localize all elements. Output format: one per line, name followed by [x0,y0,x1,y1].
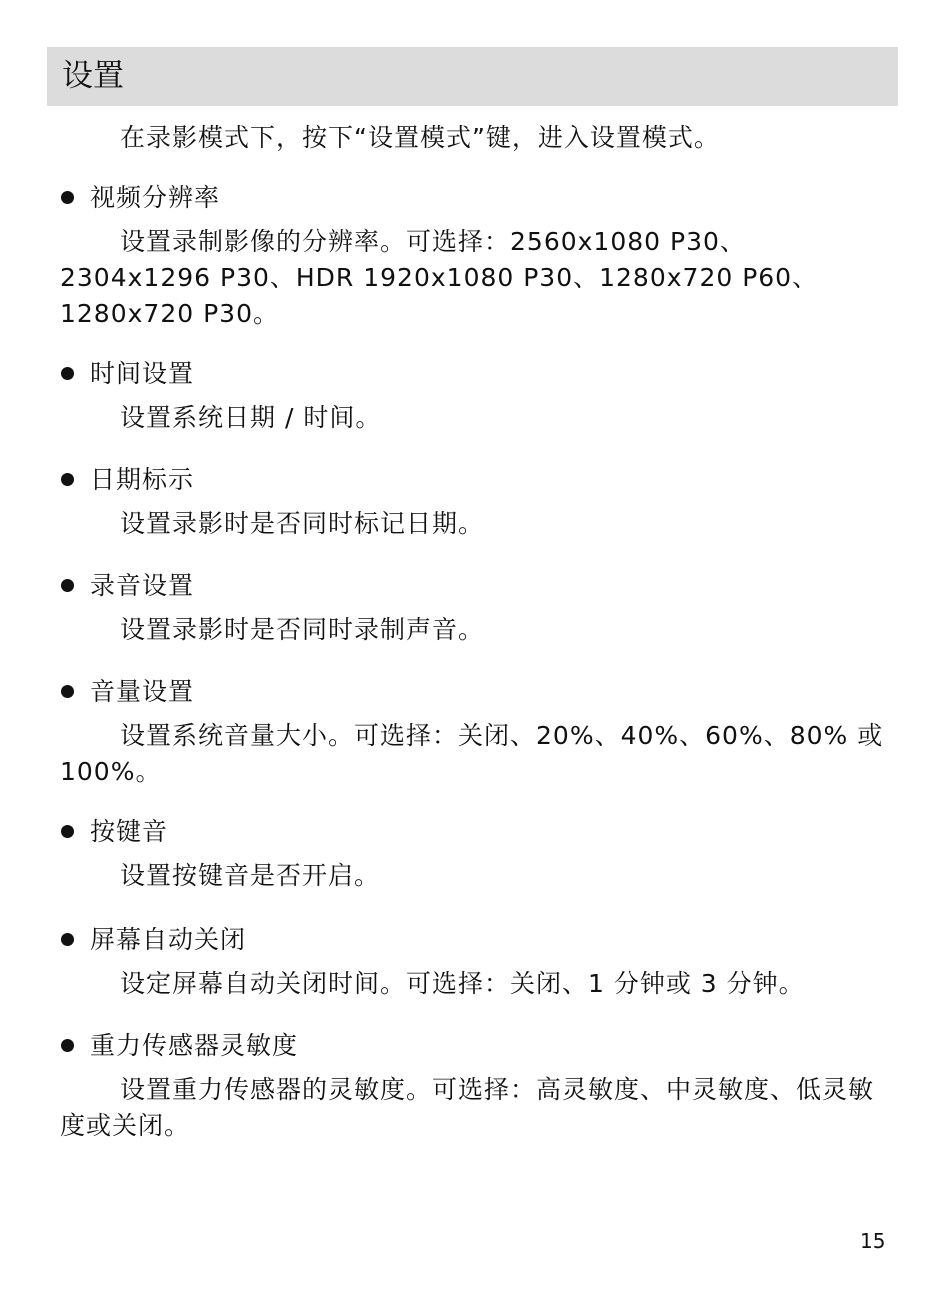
section-g-sensor [60,1026,890,1144]
section-volume [60,672,890,790]
bullet-dot-icon [61,473,74,486]
section-description: 设置录制影像的分辨率。可选择：2560x1080 P30、2304x1296 P30、HDR 1920x1080 P30、1280x720 P60、1280x720 P30。 [60,227,819,328]
section-description: 设定屏幕自动关闭时间。可选择：关闭、1 分钟或 3 分钟。 [120,969,805,998]
section-description: 设置系统音量大小。可选择：关闭、20%、40%、60%、80% 或 100%。 [60,721,884,786]
section-title: 时间设置 [90,359,195,388]
section-header-bar [47,47,898,106]
bullet-dot-icon [61,933,74,946]
bullet-dot-icon [61,579,74,592]
section-date-stamp [60,460,890,542]
section-time-setting [60,354,890,436]
section-title: 录音设置 [90,571,195,600]
section-title: 视频分辨率 [90,183,221,212]
section-title: 日期标示 [90,465,195,494]
section-video-resolution [60,178,890,332]
section-title: 屏幕自动关闭 [90,925,247,954]
bullet-dot-icon [61,1039,74,1052]
section-description: 设置重力传感器的灵敏度。可选择：高灵敏度、中灵敏度、低灵敏度或关闭。 [60,1075,875,1140]
bullet-dot-icon [61,825,74,838]
section-title: 按键音 [90,817,169,846]
section-description: 设置系统日期 / 时间。 [120,403,382,432]
page-number: 15 [860,1229,886,1253]
section-description: 设置录影时是否同时标记日期。 [120,509,485,538]
section-description: 设置录影时是否同时录制声音。 [120,615,485,644]
section-description: 设置按键音是否开启。 [120,861,381,890]
section-key-tone [60,812,890,894]
section-screen-auto-off [60,920,890,1002]
bullet-dot-icon [61,191,74,204]
section-title: 音量设置 [90,677,195,706]
page-title: 设置 [62,58,124,94]
intro-text: 在录影模式下，按下“设置模式”键，进入设置模式。 [120,123,720,152]
section-audio-recording [60,566,890,648]
section-title: 重力传感器灵敏度 [90,1031,299,1060]
bullet-dot-icon [61,685,74,698]
bullet-dot-icon [61,367,74,380]
